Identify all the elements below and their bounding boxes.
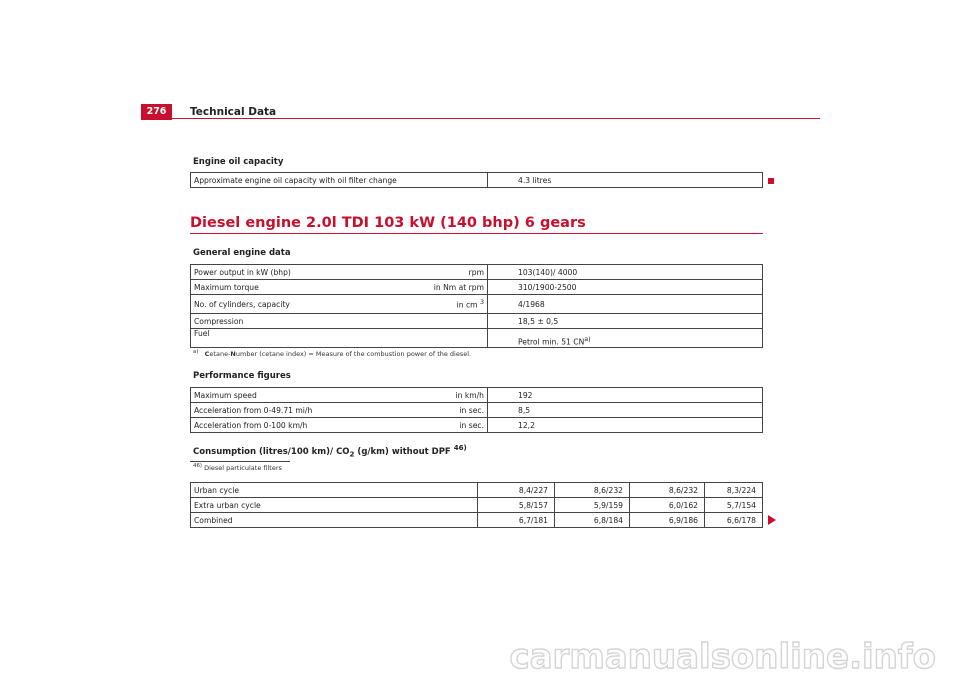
fuel-value-text: Petrol min. 51 CN — [518, 338, 585, 347]
footnote-mark: a) — [193, 349, 199, 355]
row-label: Urban cycle — [191, 483, 478, 498]
row-value: 310/1900-2500 — [488, 280, 763, 295]
footnote-c: C — [204, 350, 210, 359]
oil-value: 4.3 litres — [488, 173, 763, 188]
row-value: 192 — [488, 388, 763, 403]
footnote-c-rest: etane- — [209, 350, 231, 359]
page-title: Technical Data — [190, 106, 277, 118]
performance-heading: Performance figures — [193, 371, 291, 381]
unit-superscript: 3 — [479, 298, 484, 306]
cell-value: 8,4/227 — [478, 483, 555, 498]
footnote-text: Diesel particulate filters — [204, 464, 282, 473]
cell-value: 5,8/157 — [478, 498, 555, 513]
row-label: No. of cylinders, capacity — [191, 295, 398, 314]
footnote-mark: 46) — [193, 463, 202, 469]
cell-value: 5,7/154 — [705, 498, 763, 513]
cell-value: 6,6/178 — [705, 513, 763, 528]
row-label: Acceleration from 0-49.71 mi/h — [191, 403, 398, 418]
footnote-text: umber (cetane index) = Measure of the combustion power of the diesel. — [235, 350, 472, 359]
row-label: Extra urban cycle — [191, 498, 478, 513]
row-value: 8,5 — [488, 403, 763, 418]
cell-value: 8,3/224 — [705, 483, 763, 498]
row-label: Maximum torque — [191, 280, 398, 295]
consumption-heading-b: (g/km) without DPF — [354, 446, 454, 457]
watermark-text: carmanualsonline.info — [509, 637, 936, 677]
row-label: Acceleration from 0-100 km/h — [191, 418, 398, 433]
cell-value: 6,8/184 — [555, 513, 630, 528]
co2-subscript: 2 — [349, 449, 355, 459]
cell-value: 5,9/159 — [555, 498, 630, 513]
row-unit-text: in cm — [456, 300, 478, 310]
cell-value: 8,6/232 — [630, 483, 705, 498]
cell-value: 6,0/162 — [630, 498, 705, 513]
row-unit: rpm — [397, 265, 488, 280]
row-value: 4/1968 — [488, 295, 763, 314]
row-label: Fuel — [191, 329, 398, 348]
row-value: 18,5 ± 0,5 — [488, 314, 763, 329]
row-label: Power output in kW (bhp) — [191, 265, 398, 280]
footnote-n: N — [230, 350, 236, 359]
section-title: Diesel engine 2.0l TDI 103 kW (140 bhp) 6 gears — [190, 215, 586, 231]
footnote-ref: 46) — [453, 443, 467, 452]
cell-value: 8,6/232 — [555, 483, 630, 498]
cell-value: 6,7/181 — [478, 513, 555, 528]
general-heading: General engine data — [193, 248, 291, 258]
row-label: Combined — [191, 513, 478, 528]
row-unit: in Nm at rpm — [397, 280, 488, 295]
row-unit: in sec. — [397, 403, 488, 418]
row-unit: in sec. — [397, 418, 488, 433]
row-unit: in km/h — [397, 388, 488, 403]
oil-label: Approximate engine oil capacity with oil filter change — [191, 173, 488, 188]
row-label: Compression — [191, 314, 398, 329]
row-label: Maximum speed — [191, 388, 398, 403]
footnote-ref: a) — [584, 336, 591, 344]
consumption-heading-a: Consumption (litres/100 km)/ CO — [193, 446, 350, 457]
page-number: 276 — [141, 104, 172, 120]
row-value: 103(140)/ 4000 — [488, 265, 763, 280]
row-value: 12,2 — [488, 418, 763, 433]
oil-heading: Engine oil capacity — [193, 157, 284, 167]
cell-value: 6,9/186 — [630, 513, 705, 528]
